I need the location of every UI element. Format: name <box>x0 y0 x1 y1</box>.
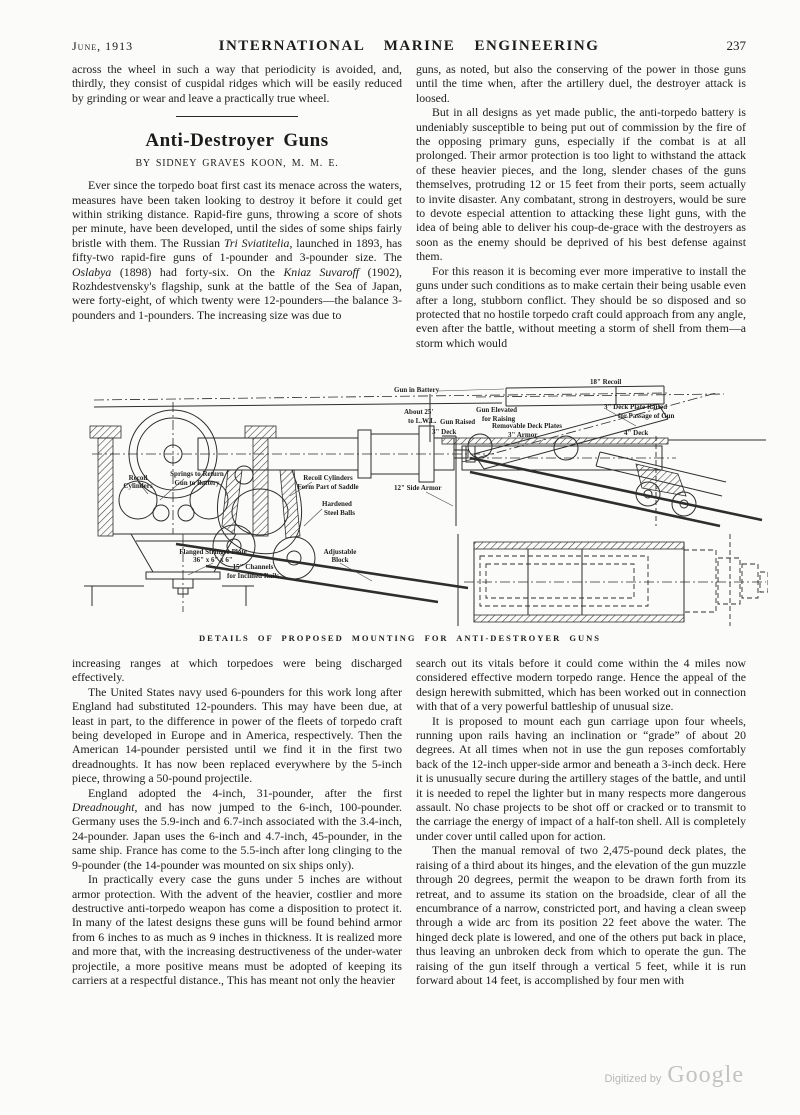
google-logo: Google <box>667 1062 744 1088</box>
label-channels: for Inclined Rails <box>227 572 279 580</box>
carryover-paragraphs <box>72 62 402 105</box>
label-plate-raised: for Passage of Gun <box>618 412 675 420</box>
label-3in-deck: 3" Deck <box>432 428 457 436</box>
text-segment: It is proposed to mount each gun carriage upon four wheels, running upon rails having an inclination or “grade” of about 20 degrees. At all times when not in use the gun reposes comfortably back of the 12-inch upper-side armor and beneath a 3-inch deck. Here it is unusually secure during the artillery stages of the battle, and until it is needed to repel the lighter but in many respects more dangerous assault. No chase projects to be shot off or cracked or to transmit to the carriage the energy of impact of a half-ton shell. All is completely under cover until called upon for action. <box>416 713 746 843</box>
label-saddle: Recoil Cylinders <box>303 474 353 482</box>
label-saddle: Form Part of Saddle <box>297 483 359 491</box>
paragraph <box>72 786 402 872</box>
page-header <box>72 38 746 55</box>
label-adjustable-block: Adjustable <box>323 548 357 556</box>
label-channels: 15" Channels <box>232 563 274 571</box>
text-segment: The United States navy used 6-pounders for this work long after England had substituted 12-pounders. This may have been due, at least in part, to the difference in power of the fleets of torpedo craft being developed in Europe and in America, respectively. Then the American 14-pounder persisted until we find it in the first two dreadnoughts. It has now been replaced everywhere by the 5-inch piece, throwing a 50-pound projectile. <box>72 684 402 786</box>
text-segment: , launched in 1893, has fifty-two rapid-fire guns of 1-pounder and 3-pounder size. The <box>72 235 403 265</box>
text-segment: But in all designs as yet made public, the anti-torpedo battery is undeniably susceptible to being put out of commission by the fire of the opposing primary guns, especially if the combat is at all prolonged. Their armor protection is too light to withstand the attack of these heavier pieces, and the long, slender chases of the guns themselves, protruding 12 or 15 feet from their ports, seem actually to invite disaster. Any combatant, strong in destroyers, would be sure to devote especial attention to attacking these light guns, with the idea of being able to deliver his coup-de-grace with the destroyers as soon as the enemy should be deprived of his best defense against them. <box>416 105 746 264</box>
article-paragraphs <box>416 62 746 350</box>
paragraph <box>416 843 746 987</box>
label-steel-balls: Steel Balls <box>324 509 355 517</box>
label-stringer-plate: 36" x 6" x 6" <box>193 556 233 564</box>
paragraph <box>416 62 746 105</box>
text-segment: , and has now jumped to the 6-inch, 100-pounder. Germany uses the 5.9-inch and 6.7-inch associated with the 3.4-inch, 24-pounder. Japan uses the 6-inch and 4.7-inch, 45-pounder, in the same ship. France has come to the 5.5-inch after long clinging to the 9-pounder (the 14-pounder was mounted on six ships only). <box>72 800 402 872</box>
figure-caption: DETAILS OF PROPOSED MOUNTING FOR ANTI-DESTROYER GUNS <box>199 633 601 643</box>
page-number: 237 <box>726 38 746 53</box>
text-segment: England adopted the 4-inch, 31-pounder, after the first <box>88 785 402 800</box>
text-segment: (1902), Rozhdestvensky's flagship, sunk at the battle of the Sea of Japan, were forty-eight, of which twenty were 12-pounders—the balance 3-pounders and 1-pounders. The increasing size was due to <box>72 264 402 322</box>
text-segment: across the wheel in such a way that periodicity is avoided, and, thirdly, they consist of cuspidal ridges which will be easily reduced by grinding or wear and leave a practically true wheel. <box>72 62 402 105</box>
paragraph <box>72 656 402 685</box>
paragraph <box>72 685 402 786</box>
text-segment: Tri Sviatitelia <box>223 235 290 250</box>
label-stringer-plate: Flanged Stringer Plate <box>179 548 247 556</box>
left-column-top <box>72 62 402 350</box>
paragraph <box>72 178 402 322</box>
label-recoil-cylinders: Cylinders <box>123 482 153 490</box>
article-paragraphs <box>416 656 746 987</box>
label-gun-in-battery: Gun in Battery <box>394 386 440 394</box>
digitized-watermark <box>604 1062 744 1089</box>
text-segment: Then the manual removal of two 2,475-pound deck plates, the raising of a third about its hinges, and the elevation of the gun muzzle through 20 degrees, permit the weapon to be drawn forth from its retreat, and to assume its station on the broadside, clear of all the encumbrance of a narrow, constricted port, and having a clean sweep through a wide arc from its position 22 feet above the water. The hinged deck plate is lowered, and one of the others put back in place, thus leaving an unbroken deck from which to operate the gun. The raising of the gun itself through a vertical 5 feet, while it is run forward about 14 feet, is accomplished by four men with <box>416 843 746 987</box>
mounting-diagram-drawing <box>76 376 768 628</box>
top-text-section <box>72 62 746 350</box>
article-paragraphs <box>72 656 402 987</box>
paragraph <box>416 264 746 350</box>
figure-labels <box>123 378 674 580</box>
paragraph <box>416 714 746 844</box>
paragraph <box>416 656 746 714</box>
label-springs: Springs to Return <box>170 470 224 478</box>
right-column-top <box>416 62 746 350</box>
label-springs: Gun to Battery <box>174 479 220 487</box>
article-paragraphs <box>72 178 402 322</box>
journal-title: INTERNATIONAL MARINE ENGINEERING <box>218 38 600 54</box>
label-gun-elevated: Gun Elevated <box>476 406 518 414</box>
text-segment: For this reason it is becoming ever more imperative to install the guns under such conditions as to make certain their being usable even after a long, stubborn conflict. They should be so disposed and so protected that no hostile torpedo craft could approach from any angle, even after the battle, without meeting a storm of shell from them—a storm which would <box>416 263 746 350</box>
label-lwl: to L.W.L. <box>408 417 437 425</box>
label-steel-balls: Hardened <box>322 500 352 508</box>
text-segment: Dreadnought <box>72 800 135 815</box>
article-title: Anti-Destroyer Guns <box>145 130 329 152</box>
left-column-bottom <box>72 656 402 987</box>
label-removable-plates: Removable Deck Plates <box>492 422 562 430</box>
label-lwl: About 25' <box>404 408 434 416</box>
figure-mounting-diagram <box>0 376 800 643</box>
right-column-bottom <box>416 656 746 987</box>
text-segment: guns, as noted, but also the conserving of the power in those guns until the time when, after the artillery duel, the destroyer attack is loosed. <box>416 62 746 105</box>
label-gun-raised: Gun Raised <box>440 418 476 426</box>
label-side-armor: 12" Side Armor <box>394 484 442 492</box>
bottom-text-section <box>72 656 746 987</box>
paragraph <box>416 105 746 263</box>
label-recoil-cylinders: Recoil <box>128 474 148 482</box>
label-adjustable-block: Block <box>331 556 349 564</box>
section-divider <box>176 116 298 117</box>
article-byline: BY SIDNEY GRAVES KOON, M. M. E. <box>135 158 339 170</box>
label-18in-recoil: 18" Recoil <box>590 378 622 386</box>
text-segment: increasing ranges at which torpedoes were being discharged effectively. <box>72 656 402 685</box>
issue-date: June, 1913 <box>72 39 134 53</box>
label-plate-raised: 3" Deck Plate Raised <box>604 403 668 411</box>
text-segment: (1898) had forty-six. On the <box>111 264 284 279</box>
paragraph <box>72 62 402 105</box>
label-removable-plates: 3" Armor <box>508 431 538 439</box>
text-segment: Oslabya <box>72 264 112 279</box>
label-4in-deck: 4" Deck <box>624 429 649 437</box>
text-segment: Ever since the torpedo boat first cast its menace across the waters, measures have been taken looking to destroy it before it could get within striking distance. Rapid-fire guns, throwing a score of shots per minute, have been developed, until the sides of some ships fairly bristle with them. The Russian <box>72 178 402 250</box>
watermark-prefix: Digitized by <box>604 1073 662 1085</box>
label-gun-elevated: for Raising <box>482 415 516 423</box>
text-segment: In practically every case the guns under 5 inches are without armor protection. With the advent of the heavier, costlier and more destructive anti-torpedo weapon has come a disposition to protect it. In many of the latest designs these guns will be found behind armor from 6 inches to as much as 9 inches in thickness. It is realized more and more that, with the increasing destructiveness of the under-water projectile, a more positive means must be adopted of keeping its carriers at a respectful distance., This has meant not only the heavier <box>72 872 402 987</box>
text-segment: Kniaz Suvaroff <box>283 264 360 279</box>
paragraph <box>72 872 402 987</box>
plan-view <box>458 534 768 626</box>
text-segment: search out its vitals before it could come within the 4 miles now considered effective modern torpedo range. Hence the appeal of the design herewith submitted, which has been worked out in connection with that of a very powerful battleship of unusual size. <box>416 656 746 714</box>
